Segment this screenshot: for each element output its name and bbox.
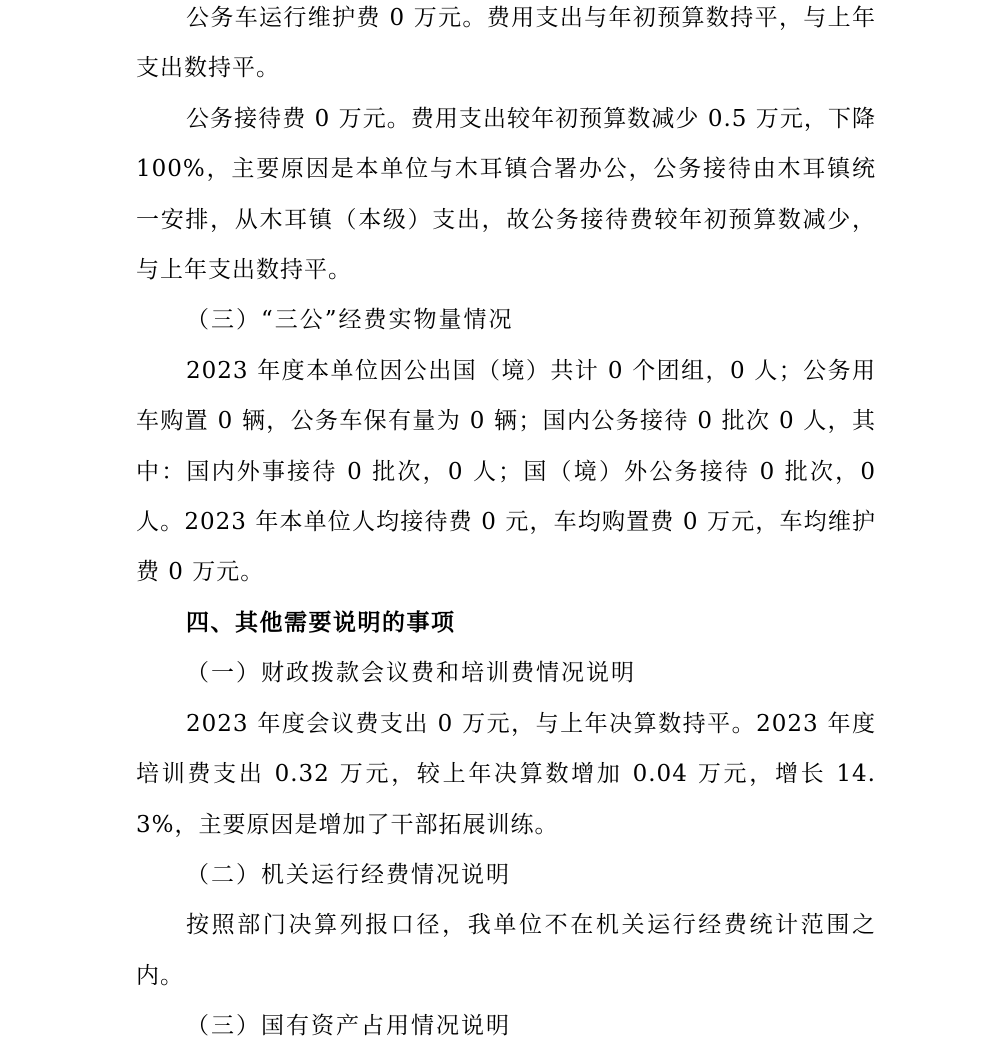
paragraph-meeting-training: 2023 年度会议费支出 0 万元，与上年决算数持平。2023 年度培训费支出 0.32 万元，较上年决算数增加 0.04 万元，增长 14.3%，主要原因是增加了干部拓展训练。 <box>136 710 876 838</box>
paragraph-quantity-details: 2023 年度本单位因公出国（境）共计 0 个团组，0 人；公务用车购置 0 辆，公务车保有量为 0 辆；国内公务接待 0 批次 0 人，其中：国内外事接待 0 批次，0 人；国（境）外公务接待 0 批次，0 人。2023 年本单位人均接待费 0 元，车均购置费 0 万元，车均维护费 0 万元。 <box>136 357 876 586</box>
paragraph-vehicle-maintenance: 公务车运行维护费 0 万元。费用支出与年初预算数持平，与上年支出数持平。 <box>136 5 876 82</box>
subheading-meeting-training: （一）财政拨款会议费和培训费情况说明 <box>186 660 636 687</box>
subheading-three-public-quantity: （三）“三公”经费实物量情况 <box>186 307 514 334</box>
paragraph-reception-fee: 公务接待费 0 万元。费用支出较年初预算数减少 0.5 万元，下降 100%，主要原因是本单位与木耳镇合署办公，公务接待由木耳镇统一安排，从木耳镇（本级）支出，故公务接待费较年初预算数减少，与上年支出数持平。 <box>136 105 876 284</box>
document-body <box>136 0 876 1052</box>
paragraph-operating-expenses: 按照部门决算列报口径，我单位不在机关运行经费统计范围之内。 <box>136 912 876 989</box>
subheading-state-assets: （三）国有资产占用情况说明 <box>186 1013 511 1040</box>
heading-other-matters: 四、其他需要说明的事项 <box>186 609 456 636</box>
subheading-operating-expenses: （二）机关运行经费情况说明 <box>186 861 511 888</box>
